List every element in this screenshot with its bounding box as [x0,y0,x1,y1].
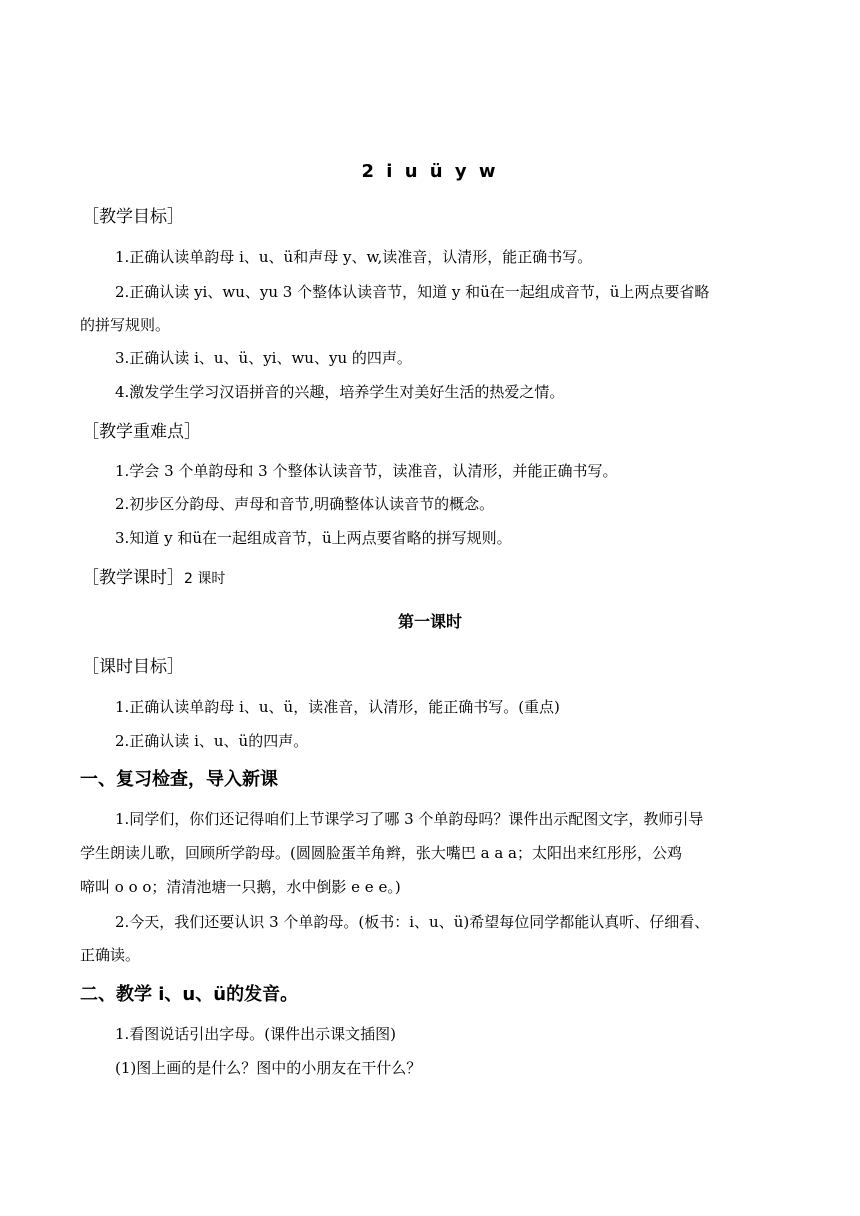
keypoints-item-3: 3.知道 y 和ü在一起组成音节，ü上两点要省略的拼写规则。 [115,529,512,547]
section2-heading: 二、教学 i、u、ü的发音。 [80,984,299,1005]
goals-item-2-cont: 的拼写规则。 [80,316,171,334]
lesson-title: 第一课时 [397,612,462,631]
keypoints-item-1: 1.学会 3 个单韵母和 3 个整体认读音节，读准音，认清形，并能正确书写。 [115,462,618,480]
section1-heading: 一、复习检查，导入新课 [80,769,278,790]
page-title: 2 i u ü y w [361,161,499,182]
lesson-goals-heading: ［课时目标］ [82,657,184,677]
goals-item-1: 1.正确认读单韵母 i、u、ü和声母 y、w,读准音，认清形，能正确书写。 [115,248,593,266]
lesson-goals-item-1: 1.正确认读单韵母 i、u、ü，读准音，认清形，能正确书写。(重点) [115,698,560,716]
section1-line-5: 正确读。 [80,946,141,964]
goals-item-4: 4.激发学生学习汉语拼音的兴趣，培养学生对美好生活的热爱之情。 [115,383,565,401]
section2-line-1: 1.看图说话引出字母。(课件出示课文插图) [115,1025,397,1043]
goals-item-3: 3.正确认读 i、u、ü、yi、wu、yu 的四声。 [115,349,412,367]
hours-heading: ［教学课时］ [82,568,184,588]
section1-line-1: 1.同学们，你们还记得咱们上节课学习了哪 3 个单韵母吗？课件出示配图文字，教师引导 [115,810,704,828]
goals-heading: ［教学目标］ [82,207,184,227]
section1-line-4: 2.今天，我们还要认识 3 个单韵母。(板书：i、u、ü)希望每位同学都能认真听、仔细看、 [115,913,710,931]
section1-line-2: 学生朗读儿歌，回顾所学韵母。(圆圆脸蛋羊角辫，张大嘴巴 a a a；太阳出来红彤彤，公鸡 [80,844,682,862]
hours-value: 2 课时 [184,571,226,587]
keypoints-item-2: 2.初步区分韵母、声母和音节,明确整体认读音节的概念。 [115,495,495,513]
section2-line-2: (1)图上画的是什么？图中的小朋友在干什么？ [115,1059,422,1077]
section1-line-3: 啼叫 o o o；清清池塘一只鹅，水中倒影 e e e。) [80,878,401,896]
keypoints-heading: ［教学重难点］ [82,422,201,442]
hours-line [82,566,225,591]
lesson-goals-item-2: 2.正确认读 i、u、ü的四声。 [115,732,309,750]
goals-item-2: 2.正确认读 yi、wu、yu 3 个整体认读音节，知道 y 和ü在一起组成音节，ü上两点要省略 [115,283,710,301]
